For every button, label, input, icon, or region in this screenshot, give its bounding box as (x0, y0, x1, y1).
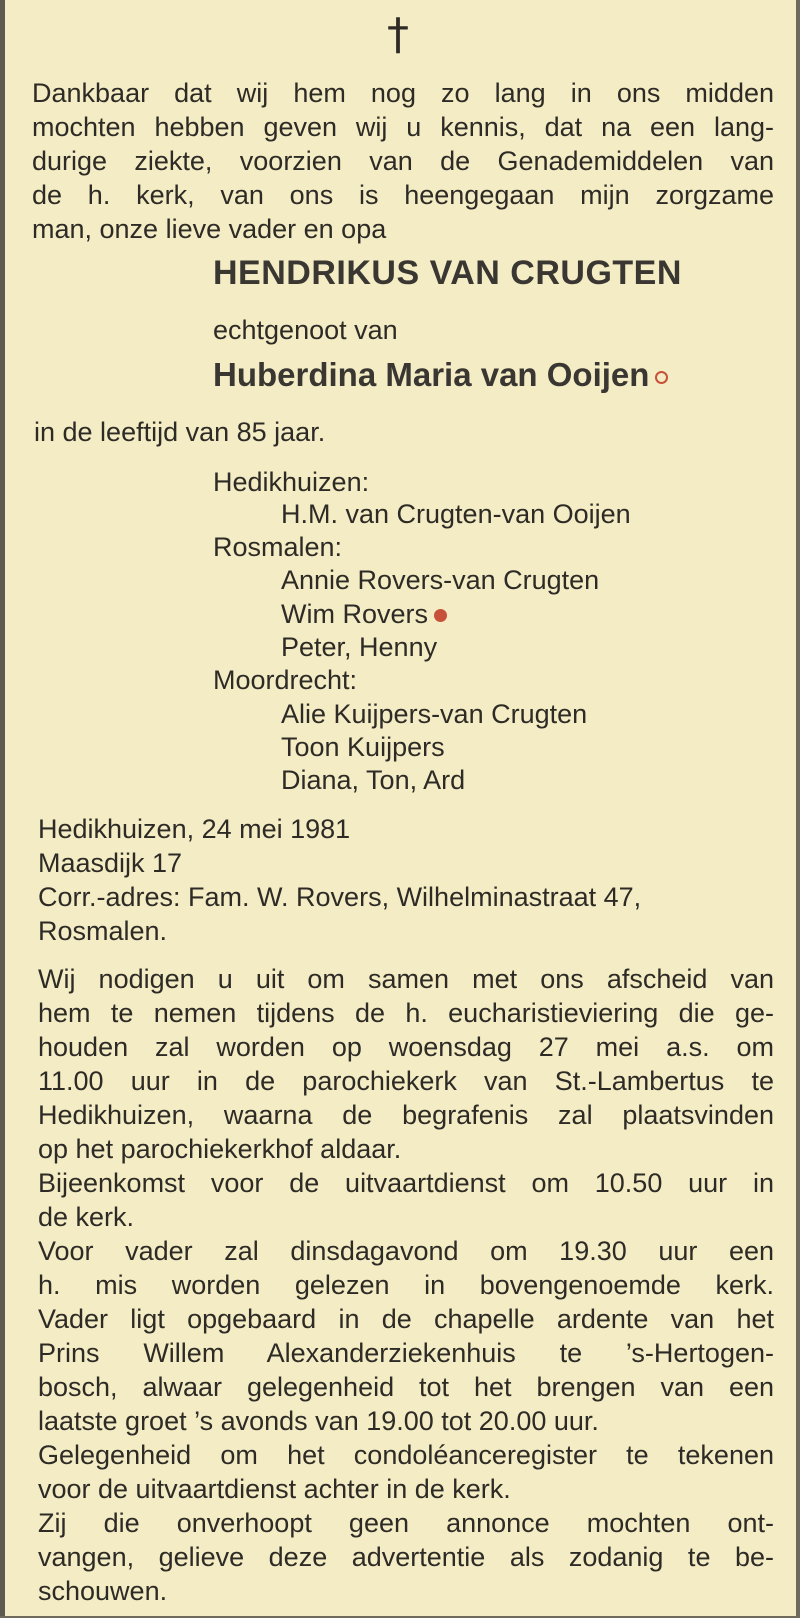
family-place: Moordrecht: (213, 665, 358, 695)
spouse-name: Huberdina Maria van Ooijen (213, 356, 650, 393)
address-line: Maasdijk 17 (38, 848, 183, 878)
deceased-name: HENDRIKUS VAN CRUGTEN (213, 254, 682, 292)
family-place: Hedikhuizen: (213, 467, 370, 497)
notice-line: vangen, gelieve deze advertentie als zodanig te be- (38, 1542, 774, 1572)
intro-line: man, onze lieve vader en opa (32, 214, 387, 244)
spouse-name-row (213, 356, 668, 394)
notice-line: de kerk. (38, 1202, 135, 1232)
notice-line: 11.00 uur in de parochiekerk van St.-Lambertus te (38, 1066, 774, 1096)
notice-line: Bijeenkomst voor de uitvaartdienst om 10.50 uur in (38, 1168, 774, 1198)
family-member: Alie Kuijpers-van Crugten (281, 699, 588, 729)
age-text: in de leeftijd van 85 jaar. (34, 417, 326, 447)
spouse-label: echtgenoot van (213, 315, 398, 345)
intro-line: mochten hebben geven wij u kennis, dat na een lang- (32, 112, 774, 142)
notice-line: schouwen. (38, 1576, 168, 1606)
family-place: Rosmalen: (213, 532, 343, 562)
family-member: Peter, Henny (281, 632, 438, 662)
family-member: H.M. van Crugten-van Ooijen (281, 499, 631, 529)
address-line: Hedikhuizen, 24 mei 1981 (38, 814, 351, 844)
intro-line: Dankbaar dat wij hem nog zo lang in ons midden (32, 78, 774, 108)
notice-line: bosch, alwaar gelegenheid tot het brengen van een (38, 1372, 774, 1402)
notice-line: Vader ligt opgebaard in de chapelle ardente van het (38, 1304, 774, 1334)
notice-line: h. mis worden gelezen in bovengenoemde kerk. (38, 1270, 774, 1300)
family-member: Annie Rovers-van Crugten (281, 565, 600, 595)
family-member-row (281, 597, 447, 631)
notice-line: Hedikhuizen, waarna de begrafenis zal plaatsvinden (38, 1100, 774, 1130)
address-line: Corr.-adres: Fam. W. Rovers, Wilhelminastraat 47, (38, 882, 642, 912)
notice-line: laatste groet ’s avonds van 19.00 tot 20.00 uur. (38, 1406, 599, 1436)
deceased-mark-icon (655, 371, 668, 384)
notice-line: hem te nemen tijdens de h. eucharistieviering die ge- (38, 998, 774, 1028)
deceased-mark-icon (434, 609, 447, 622)
family-member: Diana, Ton, Ard (281, 765, 466, 795)
notice-line: Voor vader zal dinsdagavond om 19.30 uur een (38, 1236, 774, 1266)
address-line: Rosmalen. (38, 916, 168, 946)
notice-line: Prins Willem Alexanderziekenhuis te ’s-Hertogen- (38, 1338, 774, 1368)
notice-line: voor de uitvaartdienst achter in de kerk. (38, 1474, 511, 1504)
notice-line: op het parochiekerkhof aldaar. (38, 1134, 402, 1164)
notice-line: houden zal worden op woensdag 27 mei a.s. om (38, 1032, 774, 1062)
intro-line: durige ziekte, voorzien van de Genademiddelen van (32, 146, 774, 176)
intro-line: de h. kerk, van ons is heengegaan mijn zorgzame (32, 180, 774, 210)
notice-line: Gelegenheid om het condoléanceregister te tekenen (38, 1440, 774, 1470)
family-member: Wim Rovers (281, 599, 428, 629)
notice-line: Zij die onverhoopt geen annonce mochten ont- (38, 1508, 774, 1538)
cross-icon: † (387, 9, 409, 60)
notice-line: Wij nodigen u uit om samen met ons afscheid van (38, 964, 774, 994)
family-member: Toon Kuijpers (281, 732, 445, 762)
